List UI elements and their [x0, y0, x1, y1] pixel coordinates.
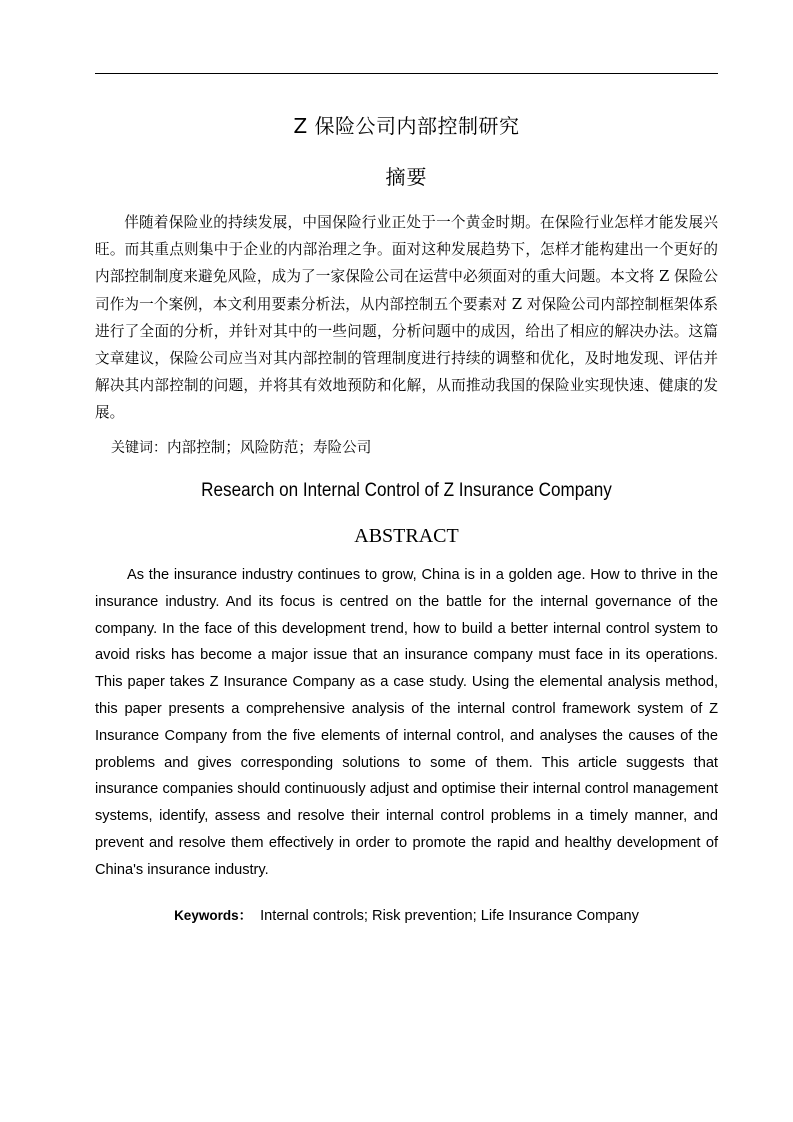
- cn-title: Z 保险公司内部控制研究: [293, 114, 520, 138]
- cn-abstract-body: 伴随着保险业的持续发展，中国保险行业正处于一个黄金时期。在保险行业怎样才能发展兴旺。而其重点则集中于企业的内部治理之争。面对这种发展趋势下，怎样才能构建出一个更好的内部控制制度来避免风险，成为了一家保险公司在运营中必须面对的重大问题。本文将 Z 保险公司作为一个案例，本文利用要素分析法，从内部控制五个要素对 Z 对保险公司内部控制框架体系进行了全面的分析，并针对其中的一些问题，分析问题中的成因，给出了相应的解决办法。这篇文章建议，保险公司应当对其内部控制的管理制度进行持续的调整和优化，及时地发现、评估并解决其内部控制的问题，并将其有效地预防和化解，从而推动我国的保险业实现快速、健康的发展。: [95, 214, 718, 422]
- en-abstract-body: As the insurance industry continues to grow, China is in a golden age. How to thrive in the insurance industry. And its focus is centred on the battle for the internal governance of the company. In the face of this development trend, how to build a better internal control system to avoid risks has become a major issue that an insurance company must face in its operations. This paper takes Z Insurance Company as a case study. Using the elemental analysis method, this paper presents a comprehensive analysis of the internal control framework system of Z Insurance Company from the five elements of internal control, and analyses the causes of the problems and gives corresponding solutions to some of them. This article suggests that insurance companies should continuously adjust and optimise their internal control management systems, identify, assess and resolve their internal control problems in a timely manner, and prevent and resolve them effectively in order to promote the rapid and healthy development of China's insurance industry.: [95, 567, 718, 878]
- cn-keywords-label: 关键词：: [111, 440, 167, 456]
- en-abstract-heading: ABSTRACT: [354, 525, 459, 547]
- header-rule: [95, 73, 718, 74]
- cn-abstract-heading: 摘要: [385, 165, 428, 189]
- cn-keywords: [111, 436, 718, 460]
- cn-keywords-value: 内部控制；风险防范；寿险公司: [167, 439, 372, 456]
- en-keywords: [95, 904, 718, 928]
- en-title: Research on Internal Control of Z Insurance Company: [201, 480, 612, 501]
- en-keywords-label: Keywords：: [174, 908, 253, 923]
- en-keywords-value: Internal controls; Risk prevention; Life Insurance Company: [260, 908, 639, 924]
